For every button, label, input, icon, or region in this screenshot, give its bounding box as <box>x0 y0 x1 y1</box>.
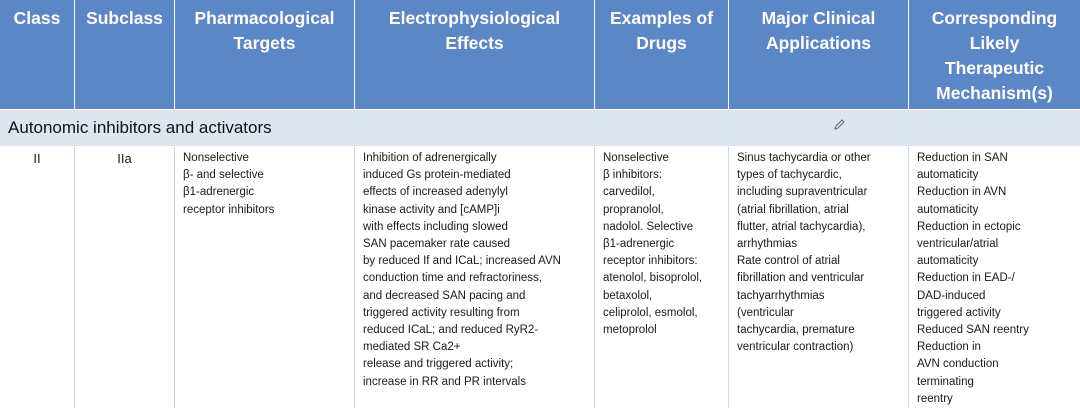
header-clinical-applications: Major Clinical Applications <box>729 0 909 109</box>
cell-targets: Nonselective β- and selective β1-adrenergic receptor inhibitors <box>175 147 355 408</box>
header-pharmacological-targets: Pharmacological Targets <box>175 0 355 109</box>
section-title-row: Autonomic inhibitors and activators <box>0 110 1080 146</box>
cell-class: II <box>0 147 75 408</box>
pencil-icon[interactable] <box>832 118 846 132</box>
cell-drugs: Nonselective β inhibitors: carvedilol, propranolol, nadolol. Selective β1-adrenergic receptor inhibitors: atenolol, bisoprolol, betaxolol, celiprolol, esmolol, metoprolol <box>595 147 729 408</box>
cell-subclass: IIa <box>75 147 175 408</box>
table-header-row <box>0 0 1080 109</box>
table-row <box>0 147 1080 407</box>
cell-effects: Inhibition of adrenergically induced Gs protein-mediated effects of increased adenylyl kinase activity and [cAMP]i with effects including slowed SAN pacemaker rate caused by reduced If and ICaL; increased AVN conduction time and refractoriness, and decreased SAN pacing and triggered activity resulting from reduced ICaL; and reduced RyR2- mediated SR Ca2+ release and triggered activity; increase in RR and PR intervals <box>355 147 595 408</box>
header-therapeutic-mechanisms: Corresponding Likely Therapeutic Mechanism(s) <box>931 8 1058 103</box>
header-examples-of-drugs: Examples of Drugs <box>595 0 729 109</box>
header-electrophysiological-effects: Electrophysiological Effects <box>355 0 595 109</box>
header-class: Class <box>0 0 75 109</box>
cell-applications: Sinus tachycardia or other types of tachycardic, including supraventricular (atrial fibrillation, atrial flutter, atrial tachycardia), arrhythmias Rate control of atrial fibrillation and ventricular tachyarrhythmias (ventricular tachycardia, premature ventricular contraction) <box>729 147 909 408</box>
cell-mechanisms: Reduction in SAN automaticity Reduction in AVN automaticity Reduction in ectopic ventricular/atrial automaticity Reduction in EAD-/ DAD-induced triggered activity Reduced SAN reentry Reduction in AVN conduction terminating reentry <box>917 152 1029 405</box>
header-subclass: Subclass <box>75 0 175 109</box>
